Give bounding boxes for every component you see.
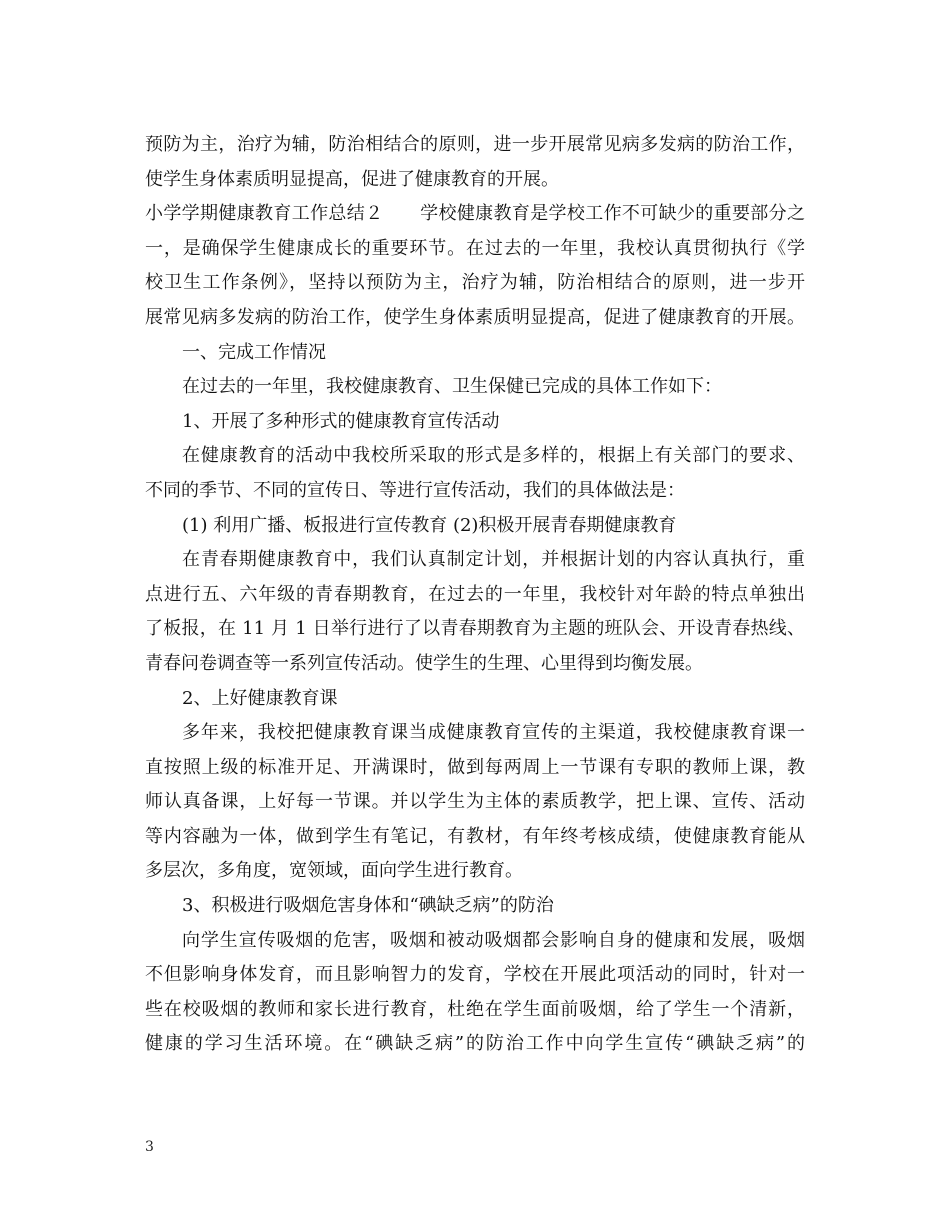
text-line: 些在校吸烟的教师和家长进行教育，杜绝在学生面前吸烟，给了学生一个清新，	[145, 998, 805, 1020]
text-line: 等内容融为一体，做到学生有笔记，有教材，有年终考核成绩，使健康教育能从	[145, 825, 805, 847]
page-number: 3	[145, 1139, 154, 1155]
text-line: 在健康教育的活动中我校所采取的形式是多样的，根据上有关部门的要求、	[182, 445, 805, 467]
text-line: 1、开展了多种形式的健康教育宣传活动	[182, 410, 500, 432]
text-line: 多层次，多角度，宽领域，面向学生进行教育。	[145, 860, 523, 882]
text-line: 预防为主，治疗为辅，防治相结合的原则，进一步开展常见病多发病的防治工作，	[145, 134, 805, 155]
text-line: 校卫生工作条例》，坚持以预防为主，治疗为辅，防治相结合的原则，进一步开	[145, 272, 805, 294]
text-line: 多年来，我校把健康教育课当成健康教育宣传的主渠道，我校健康教育课一	[182, 722, 805, 744]
text-line: 健康的学习生活环境。在“碘缺乏病”的防治工作中向学生宣传“碘缺乏病”的	[145, 1033, 805, 1055]
text-line: 不同的季节、不同的宣传日、等进行宣传活动，我们的具体做法是：	[145, 479, 685, 501]
text-line: 点进行五、六年级的青春期教育，在过去的一年里，我校针对年龄的特点单独出	[145, 583, 805, 605]
text-line: 直按照上级的标准开足、开满课时，做到每两周上一节课有专职的教师上课，教	[145, 756, 805, 778]
text-line: 3、积极进行吸烟危害身体和“碘缺乏病”的防治	[182, 895, 554, 917]
text-line: 不但影响身体发育，而且影响智力的发育，学校在开展此项活动的同时，针对一	[145, 964, 805, 986]
text-line: 一，是确保学生健康成长的重要环节。在过去的一年里，我校认真贯彻执行《学	[145, 237, 805, 259]
text-line: 了板报，在 11 月 1 日举行进行了以青春期教育为主题的班队会、开设青春热线、	[145, 618, 805, 640]
text-line: 展常见病多发病的防治工作，使学生身体素质明显提高，促进了健康教育的开展。	[145, 306, 805, 328]
text-line: 在过去的一年里，我校健康教育、卫生保健已完成的具体工作如下：	[182, 376, 722, 398]
text-line: 小学学期健康教育工作总结２ 学校健康教育是学校工作不可缺少的重要部分之	[145, 203, 805, 225]
text-line: (1) 利用广播、板报进行宣传教育 (2)积极开展青春期健康教育	[182, 514, 677, 536]
text-line: 2、上好健康教育课	[182, 687, 338, 709]
text-line: 使学生身体素质明显提高，促进了健康教育的开展。	[145, 168, 559, 190]
text-line: 青春问卷调查等一系列宣传活动。使学生的生理、心里得到均衡发展。	[145, 652, 703, 674]
document-body	[145, 128, 805, 1062]
text-line: 向学生宣传吸烟的危害，吸烟和被动吸烟都会影响自身的健康和发展，吸烟	[182, 929, 805, 951]
text-line: 在青春期健康教育中，我们认真制定计划，并根据计划的内容认真执行，重	[182, 549, 805, 571]
text-line: 师认真备课，上好每一节课。并以学生为主体的素质教学，把上课、宣传、活动	[145, 791, 805, 813]
text-line: 一、完成工作情况	[182, 341, 326, 363]
